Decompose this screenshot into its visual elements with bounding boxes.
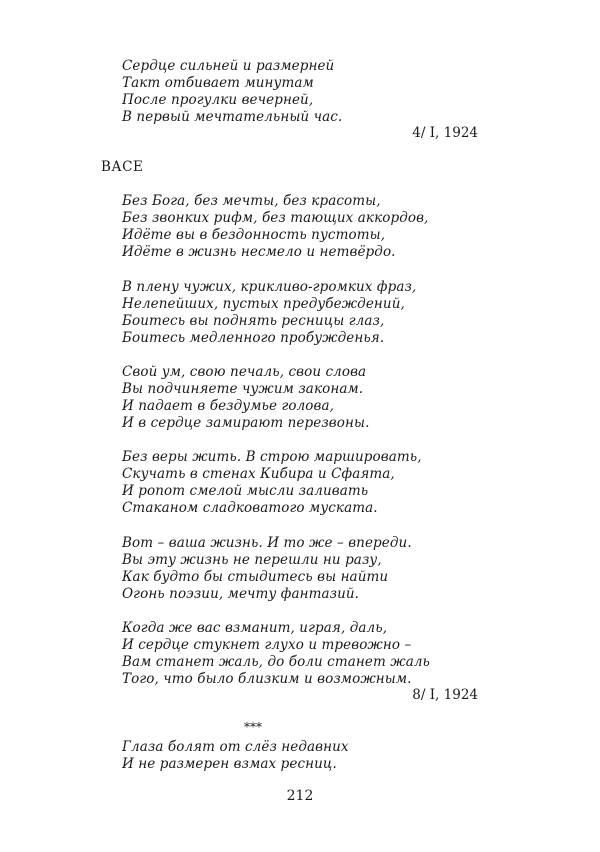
verse-line: И не размерен взмах ресниц. [122, 756, 337, 772]
poem-title: ВАСЕ [101, 159, 144, 175]
verse-line: В плену чужих, крикливо-громких фраз, [122, 279, 417, 295]
stanza-1 [122, 193, 428, 261]
verse-line: Боитесь медленного пробужденья. [122, 330, 385, 346]
verse-line: Вот – ваша жизнь. И то же – впереди. [122, 535, 412, 551]
page-number: 212 [286, 788, 314, 804]
verse-line: Огонь поэзии, мечту фантазий. [122, 586, 360, 602]
stanza-6 [122, 620, 430, 688]
verse-line: Без звонких рифм, без тающих аккордов, [122, 210, 429, 226]
verse-line: Вам станет жаль, до боли станет жаль [122, 654, 431, 670]
verse-line: Когда же вас взманит, играя, даль, [122, 620, 388, 636]
poem-separator: *** [244, 720, 262, 734]
verse-line: Того, что было близким и возможным. [122, 671, 412, 687]
poem-date: 8/ I, 1924 [412, 687, 478, 703]
verse-line: В первый мечтательный час. [122, 109, 343, 125]
verse-line: Вы подчиняете чужим законам. [122, 381, 364, 397]
stanza-4 [122, 449, 422, 517]
stanza-2 [122, 279, 416, 347]
verse-line: Глаза болят от слёз недавних [122, 739, 349, 755]
verse-line: Свой ум, свою печаль, свои слова [122, 364, 367, 380]
verse-line: Без Бога, без мечты, без красоты, [122, 193, 381, 209]
verse-line: Сердце сильней и размерней [122, 58, 335, 74]
stanza-next [122, 739, 349, 773]
stanza-top [122, 58, 342, 126]
poem-date: 4/ I, 1924 [412, 125, 478, 141]
verse-line: Нелепейших, пустых предубеждений, [122, 296, 405, 312]
verse-line: Вы эту жизнь не перешли ни разу, [122, 552, 382, 568]
verse-line: Такт отбивает минутам [122, 75, 314, 91]
verse-line: И сердце стукнет глухо и тревожно – [122, 637, 412, 653]
verse-line: И в сердце замирают перезвоны. [122, 415, 370, 431]
verse-line: Стаканом сладковатого муската. [122, 500, 378, 516]
stanza-5 [122, 535, 412, 603]
verse-line: Идёте вы в бездонность пустоты, [122, 227, 386, 243]
verse-line: Без веры жить. В строю маршировать, [122, 449, 422, 465]
verse-line: Боитесь вы поднять ресницы глаз, [122, 313, 385, 329]
verse-line: После прогулки вечерней, [122, 92, 314, 108]
verse-line: Как будто бы стыдитесь вы найти [122, 569, 389, 585]
verse-line: Скучать в стенах Кибира и Сфаята, [122, 466, 395, 482]
verse-line: И ропот смелой мысли заливать [122, 483, 369, 499]
stanza-3 [122, 364, 369, 432]
verse-line: Идёте в жизнь несмело и нетвёрдо. [122, 244, 396, 260]
verse-line: И падает в бездумье голова, [122, 398, 335, 414]
